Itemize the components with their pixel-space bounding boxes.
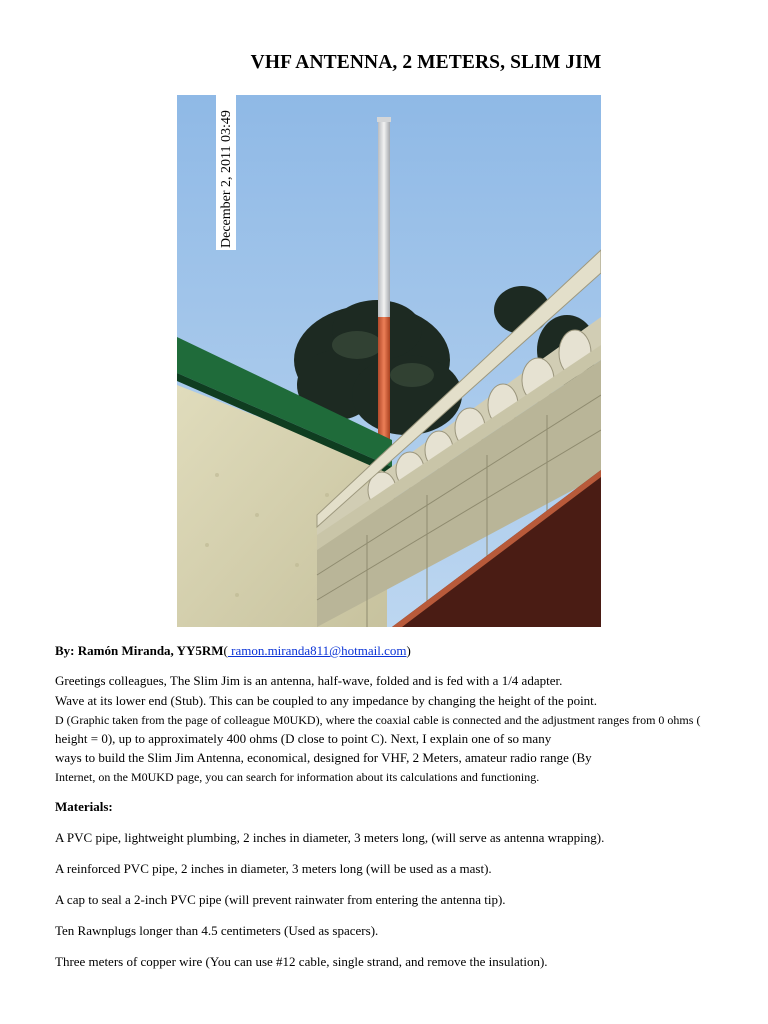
byline-close-paren: ) — [406, 643, 411, 658]
intro-line-5: ways to build the Slim Jim Antenna, economical, designed for VHF, 2 Meters, amateur radio range (By — [55, 750, 592, 765]
byline — [55, 643, 411, 659]
materials-item: A PVC pipe, lightweight plumbing, 2 inches in diameter, 3 meters long, (will serve as antenna wrapping). — [55, 830, 605, 845]
materials-item: Ten Rawnplugs longer than 4.5 centimeters (Used as spacers). — [55, 923, 379, 938]
materials-heading: Materials: — [55, 799, 113, 814]
materials-item: Three meters of copper wire (You can use #12 cable, single strand, and remove the insulation). — [55, 954, 548, 969]
photo-timestamp: December 2, 2011 03:49 — [219, 110, 234, 248]
antenna-photo — [177, 95, 601, 627]
page-title: VHF ANTENNA, 2 METERS, SLIM JIM — [250, 52, 602, 73]
materials-item: A reinforced PVC pipe, 2 inches in diameter, 3 meters long (will be used as a mast). — [55, 861, 492, 876]
intro-line-3: D (Graphic taken from the page of colleague M0UKD), where the coaxial cable is connected and the adjustment ranges from 0 ohms ( — [55, 713, 701, 727]
intro-line-4: height = 0), up to approximately 400 ohms (D close to point C). Next, I explain one of so many — [55, 731, 552, 746]
materials-item: A cap to seal a 2-inch PVC pipe (will prevent rainwater from entering the antenna tip). — [55, 892, 506, 907]
byline-open-paren: ( — [223, 643, 228, 658]
intro-line-6: Internet, on the M0UKD page, you can search for information about its calculations and functioning. — [55, 770, 540, 784]
author-email-link[interactable]: ramon.miranda811@hotmail.com — [227, 643, 407, 658]
intro-line-2: Wave at its lower end (Stub). This can be coupled to any impedance by changing the height of the point. — [55, 693, 598, 708]
author-name: By: Ramón Miranda, YY5RM — [55, 643, 224, 658]
intro-line-1: Greetings colleagues, The Slim Jim is an antenna, half-wave, folded and is fed with a 1/4 adapter. — [55, 673, 563, 688]
